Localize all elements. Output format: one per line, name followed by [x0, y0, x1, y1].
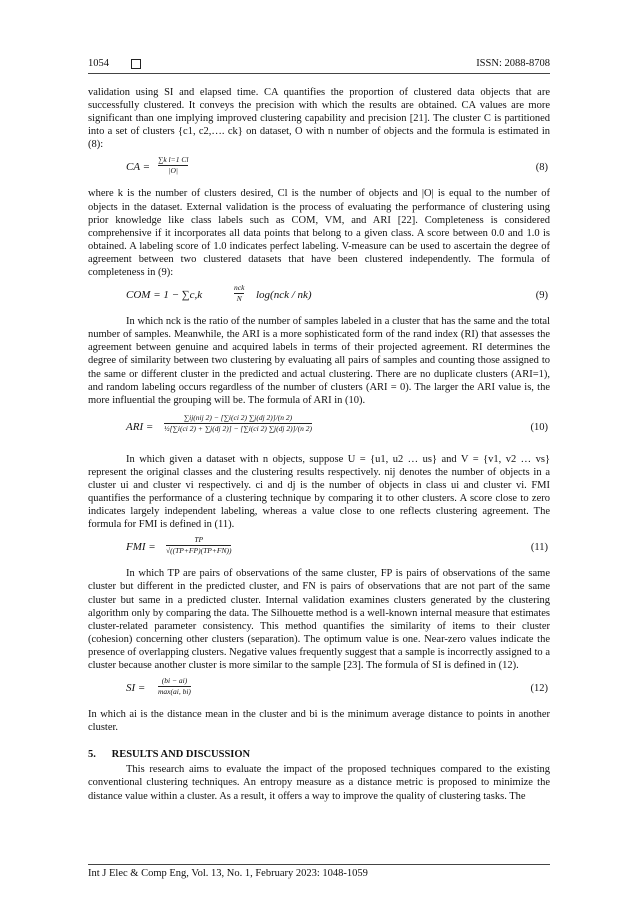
paragraph: In which given a dataset with n objects, suppose U = {u1, u2 … us} and V = {v1, v2 … vs} represent the original classes and the clustering results respectively. nij denotes the number of objects in a cluster ui and cluster vi respectively. ci and dj is the number of objects in class ui and cluster vi. FMI quantifies the performance of a clustering technique by comparing it to other clusters. A score close to zero indicates largely independent labeling, whereas a value close to one reflects clustering agreement. The formula for FMI is defined in (11).	[88, 453, 550, 531]
fraction-denominator: √((TP+FP)(TP+FN))	[166, 546, 232, 556]
equation-number: (10)	[530, 421, 548, 433]
article-body	[88, 86, 550, 807]
equation-fraction	[158, 676, 191, 697]
equation-10	[88, 411, 550, 445]
paragraph: where k is the number of clusters desired, Cl is the number of objects and |O| is equal to the number of objects in the dataset. External validation is the process of evaluating the performance of clustering using prior knowledge like class labels such as COM, VM, and ARI [22]. Completeness is considered comprehensive if it incorporates all data points that belong to a given class. A score between 0.0 and 1.0 is obtained. A labeling score of 1.0 indicates perfect labeling. V-measure can be used to ascertain the degree of agreement between two clustered datasets that have been clustered independently. The formula of completeness in (9):	[88, 188, 550, 279]
paragraph: In which nck is the ratio of the number of samples labeled in a cluster that has the same and the total number of samples. Meanwhile, the ARI is a more sophisticated form of the rand index (RI) that assesses the agreement between genuine and acquired labels in terms of their projected agreement. RI determines the degree of similarity between two clustering by evaluating all pairs of samples and counting those assigned to the same or different cluster in the predicted and actual clustering. There are no duplicate clusters (ARI=1), and random labeling occurs regardless of the number of clusters (ARI = 0). The larger the ARI value is, the more influential the grouping will be. The formula of ARI in (10).	[88, 316, 550, 406]
footer-citation: Int J Elec & Comp Eng, Vol. 13, No. 1, February 2023: 1048-1059	[88, 868, 368, 879]
section-heading	[88, 748, 550, 761]
fraction-numerator: TP	[194, 535, 204, 545]
paragraph: In which TP are pairs of observations of the same cluster, FP is pairs of observations of the same cluster but different in the predicted cluster, and FN is pairs of observations that are not part of the same cluster but same in a predicted cluster. Internal validation examines clusters generated by the clustering algorithm only by comparing the data. The Silhouette method is a well-known internal measure that estimates cluster-related parameter consistency. This method quantifies the similarity of items to their cluster (cohesion) concerning other clusters (separation). The optimum value is one. Near-zero values indicate the presence of overlapping clusters. Negative values frequently suggest that a sample is incorrectly assigned to a cluster because another cluster is more similar to the sample [23]. The formula of SI is defined in (12).	[88, 568, 550, 671]
paragraph: In which ai is the distance mean in the cluster and bi is the minimum average distance to points in another cluster.	[88, 709, 550, 734]
issn: ISSN: 2088-8708	[476, 58, 550, 69]
equation-9	[88, 283, 550, 307]
fraction-numerator: nck	[234, 283, 245, 293]
paragraph: validation using SI and elapsed time. CA quantifies the proportion of clustered data objects that are successfully clustered. It conveys the precision with which the results are obtained. CA values are more significant than one implying improved clustering capability and precision [21]. The cluster C is partitioned into a set of clusters {c1, c2,…. ck} on dataset, O with n number of objects and the formula is estimated in (8):	[88, 87, 550, 151]
equation-lhs: SI =	[126, 682, 146, 695]
fraction-numerator: ∑ij(nij 2) − [∑i(ci 2) ∑j(dj 2)]/(n 2)	[183, 412, 293, 422]
fraction-numerator: (bi − ai)	[161, 676, 188, 686]
equation-fraction	[234, 283, 244, 304]
equation-8	[88, 155, 550, 179]
footer-rule	[88, 864, 550, 865]
equation-number: (11)	[530, 542, 548, 554]
equation-tail: log(nck / nk)	[256, 289, 312, 302]
equation-number: (8)	[535, 162, 548, 174]
page-number: 1054	[88, 58, 109, 69]
equation-number: (9)	[535, 290, 548, 302]
header-rule	[88, 73, 550, 74]
equation-lhs: CA =	[126, 161, 151, 174]
page-header	[88, 58, 550, 74]
equation-fraction	[164, 413, 312, 434]
equation-12	[88, 676, 550, 700]
equation-lhs: COM = 1 − ∑c,k	[126, 289, 203, 302]
equation-11	[88, 535, 550, 559]
equation-lhs: ARI =	[126, 420, 154, 433]
fraction-denominator: ½[∑i(ci 2) + ∑j(dj 2)] − [∑i(ci 2) ∑j(dj 2)]/(n 2)	[164, 423, 312, 433]
equation-lhs: FMI =	[126, 541, 156, 554]
fraction-denominator: |O|	[158, 165, 188, 176]
equation-number: (12)	[530, 683, 548, 695]
fraction-numerator: ∑k l=1 Cl	[158, 155, 189, 165]
fraction-denominator: N	[234, 293, 244, 304]
section-number: 5.	[88, 749, 96, 761]
equation-fraction	[166, 535, 231, 556]
paragraph: This research aims to evaluate the impact of the proposed techniques compared to the existing conventional clustering techniques. An entropy measure as a distance metric is proposed to minimize the distance value within a cluster. As a result, it offers a way to improve the quality of clustering tasks. The	[88, 764, 550, 802]
section-title: RESULTS AND DISCUSSION	[111, 749, 251, 761]
fraction-denominator: max(ai, bi)	[158, 687, 191, 697]
checkbox-glyph-icon	[131, 59, 141, 69]
equation-fraction	[158, 155, 188, 176]
